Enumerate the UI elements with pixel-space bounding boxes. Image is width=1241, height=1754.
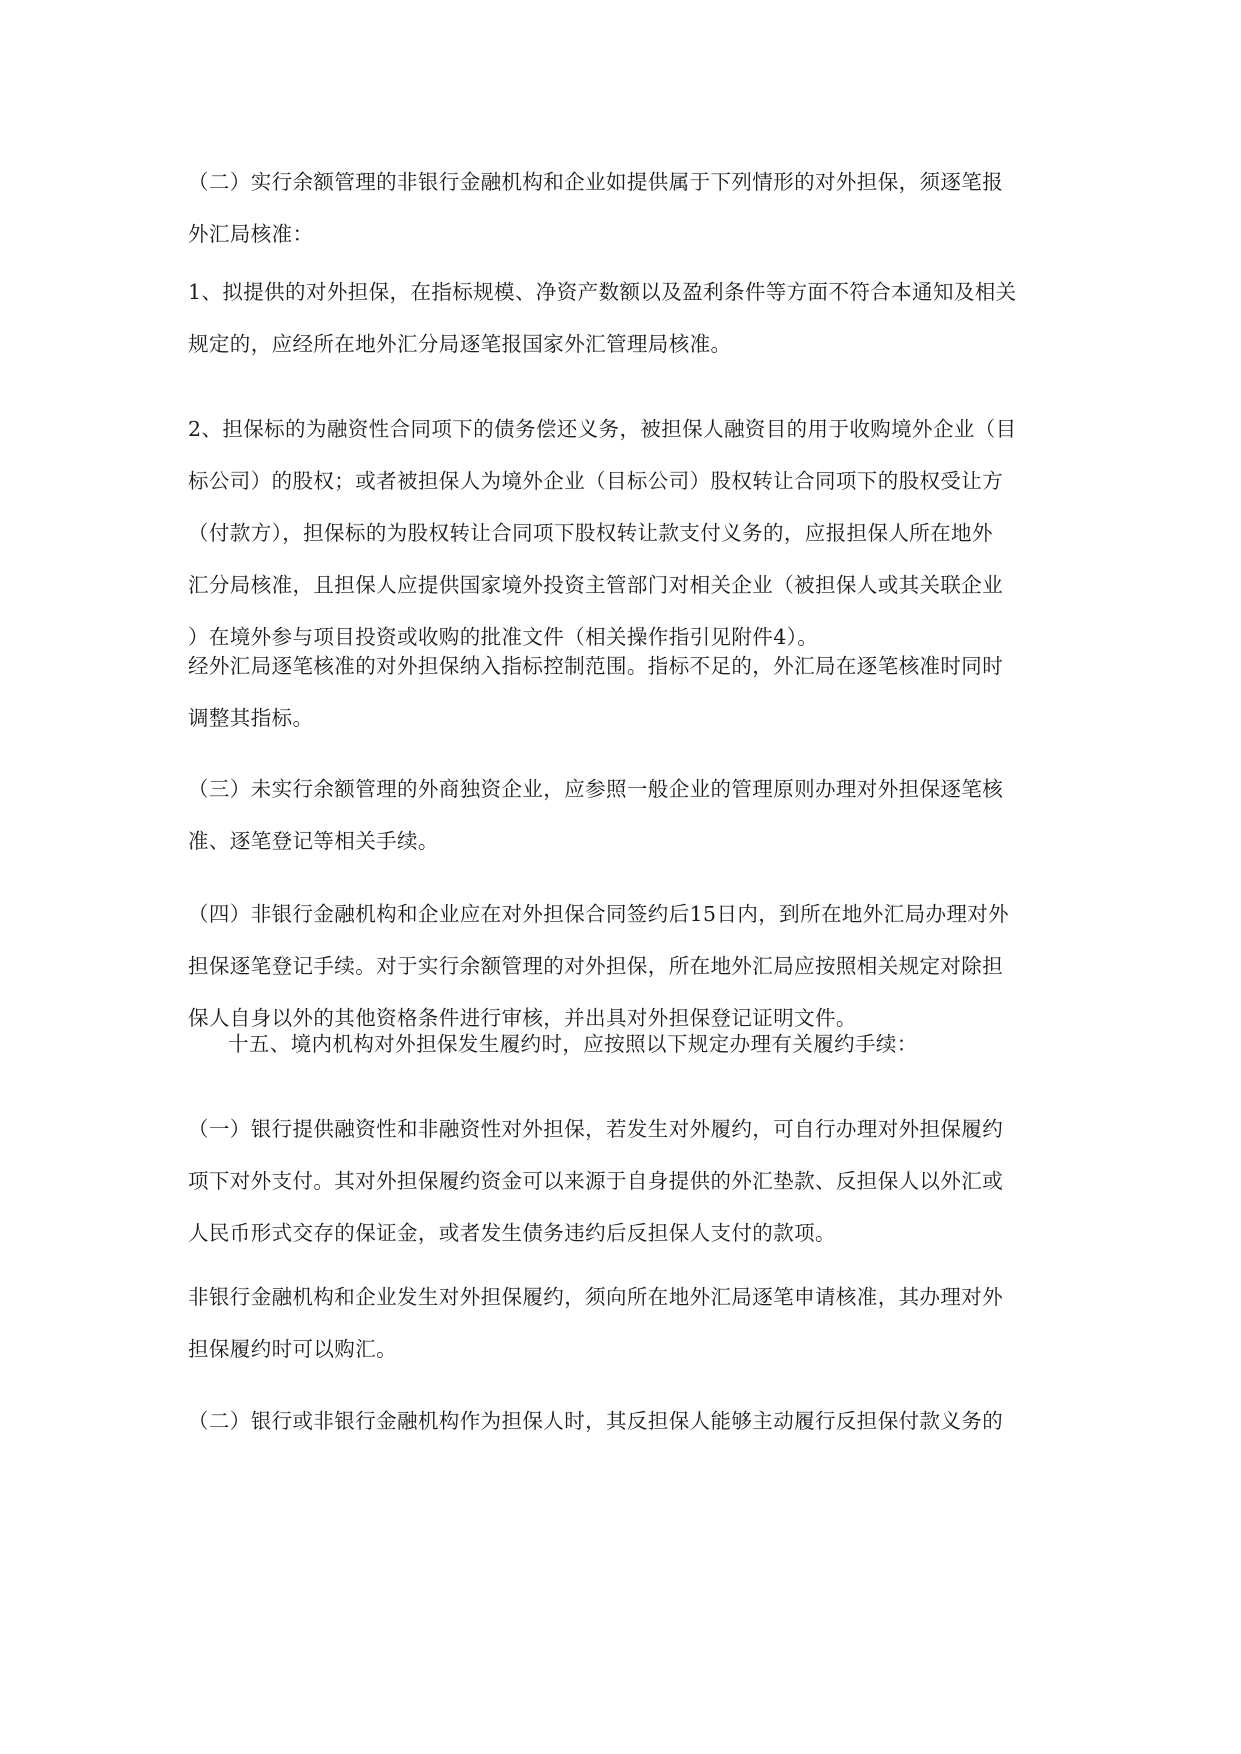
text-line: 规定的，应经所在地外汇分局逐笔报国家外汇管理局核准。: [188, 332, 732, 356]
paragraph-item-2: [188, 403, 1058, 663]
text-line: 汇分局核准，且担保人应提供国家境外投资主管部门对相关企业（被担保人或其关联企业: [188, 573, 1004, 597]
text-line: （三）未实行余额管理的外商独资企业，应参照一般企业的管理原则办理对外担保逐笔核: [188, 777, 1004, 801]
text-line: 担保逐笔登记手续。对于实行余额管理的对外担保，所在地外汇局应按照相关规定对除担: [188, 954, 1004, 978]
text-line: 经外汇局逐笔核准的对外担保纳入指标控制范围。指标不足的，外汇局在逐笔核准时同时: [188, 654, 1004, 678]
text-line: （一）银行提供融资性和非融资性对外担保，若发生对外履约，可自行办理对外担保履约: [188, 1117, 1004, 1141]
text-line: 标公司）的股权；或者被担保人为境外企业（目标公司）股权转让合同项下的股权受让方: [188, 469, 1004, 493]
paragraph-item-1: [188, 266, 1058, 370]
text-line: 十五、境内机构对外担保发生履约时，应按照以下规定办理有关履约手续：: [228, 1032, 918, 1056]
text-line: ）在境外参与项目投资或收购的批准文件（相关操作指引见附件4）。: [188, 625, 819, 649]
text-line: 外汇局核准：: [188, 222, 314, 246]
text-line: （二）银行或非银行金融机构作为担保人时，其反担保人能够主动履行反担保付款义务的: [188, 1409, 1004, 1433]
text-line: 2、担保标的为融资性合同项下的债务偿还义务，被担保人融资目的用于收购境外企业（目: [188, 417, 1017, 441]
text-line: 1、拟提供的对外担保，在指标规模、净资产数额以及盈利条件等方面不符合本通知及相关: [188, 280, 1017, 304]
text-line: （四）非银行金融机构和企业应在对外担保合同签约后15日内，到所在地外汇局办理对外: [188, 902, 1010, 926]
paragraph-approval-quota: [188, 640, 1058, 744]
paragraph-2-counter-guarantee: [188, 1395, 1058, 1447]
paragraph-1-bank-guarantee: [188, 1103, 1058, 1259]
text-line: 保人自身以外的其他资格条件进行审核，并出具对外担保登记证明文件。: [188, 1006, 857, 1030]
text-line: 项下对外支付。其对外担保履约资金可以来源于自身提供的外汇垫款、反担保人以外汇或: [188, 1169, 1004, 1193]
paragraph-non-bank-performance: [188, 1271, 1058, 1375]
text-line: 担保履约时可以购汇。: [188, 1337, 397, 1361]
text-line: 调整其指标。: [188, 706, 314, 730]
text-line: 准、逐笔登记等相关手续。: [188, 829, 439, 853]
text-line: 非银行金融机构和企业发生对外担保履约，须向所在地外汇局逐笔申请核准，其办理对外: [188, 1285, 1004, 1309]
section-heading-15: [188, 1018, 1098, 1070]
text-line: （二）实行余额管理的非银行金融机构和企业如提供属于下列情形的对外担保，须逐笔报: [188, 170, 1004, 194]
text-line: 人民币形式交存的保证金，或者发生债务违约后反担保人支付的款项。: [188, 1221, 836, 1245]
paragraph-3-wholly-foreign-owned: [188, 763, 1058, 867]
paragraph-2-balance-management: [188, 156, 1058, 260]
text-line: （付款方），担保标的为股权转让合同项下股权转让款支付义务的，应报担保人所在地外: [188, 521, 993, 545]
